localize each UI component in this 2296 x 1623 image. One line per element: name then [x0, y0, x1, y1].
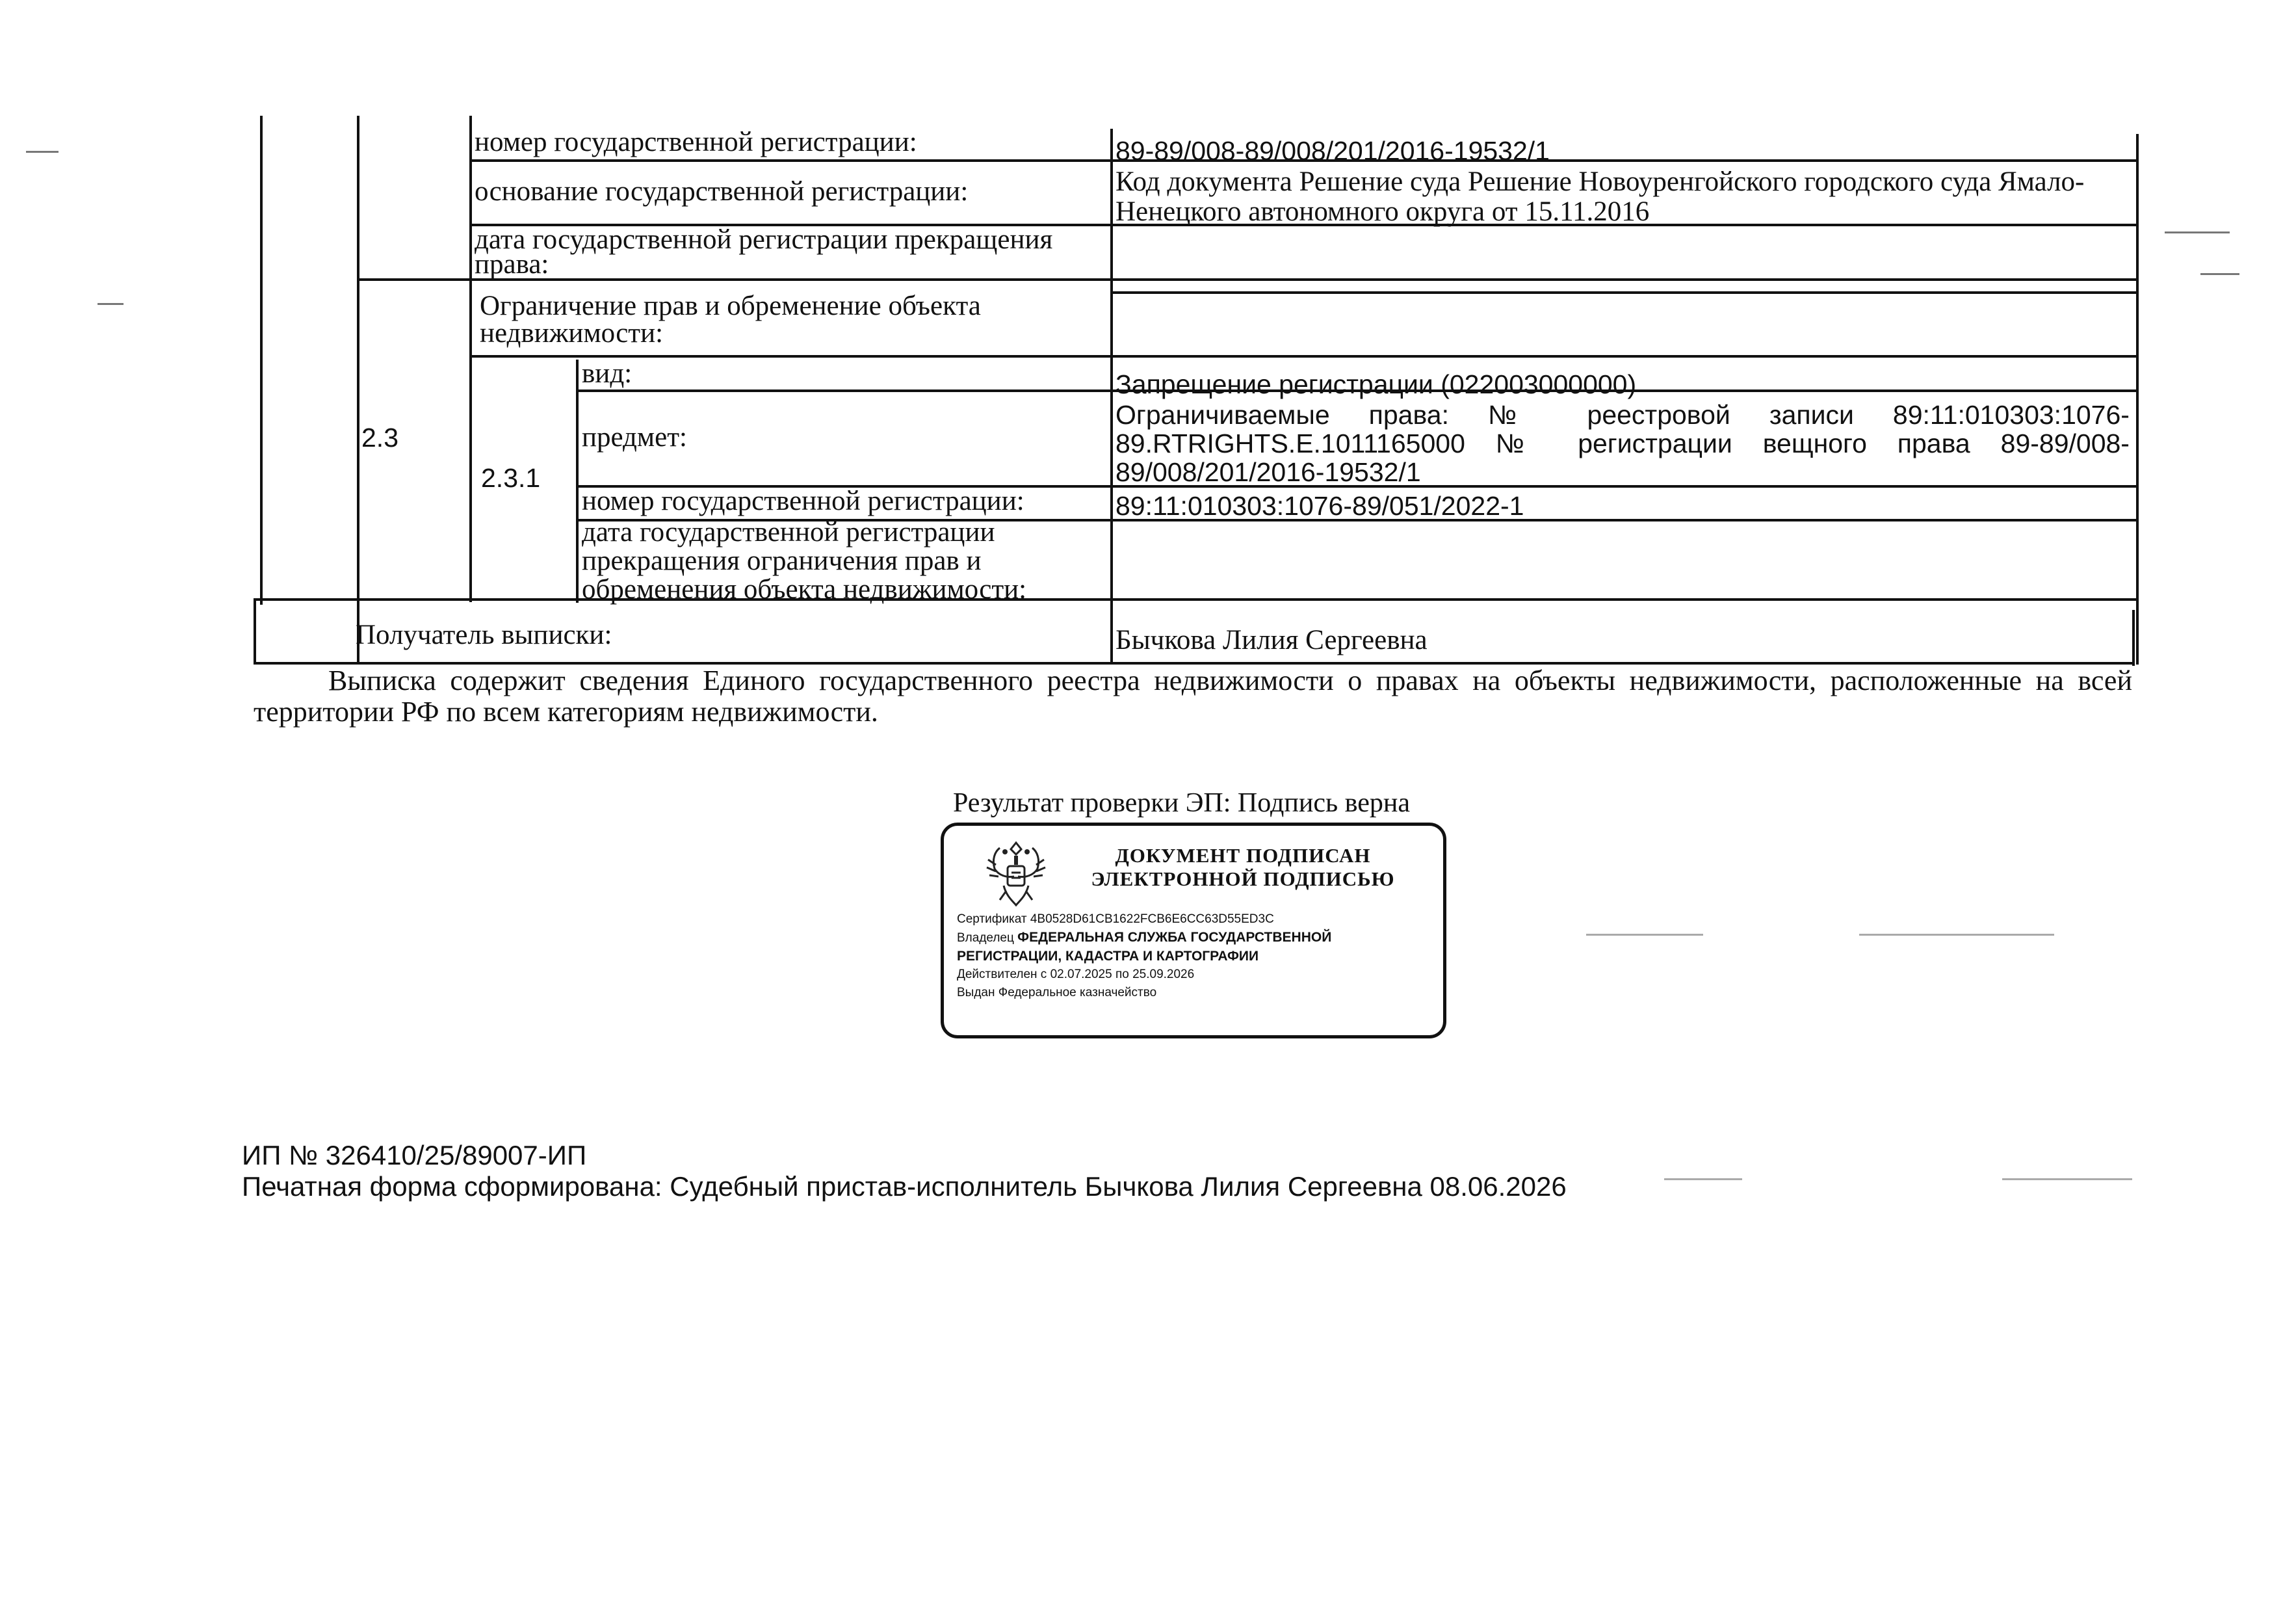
- subject-value-line-1: Ограничиваемые права: № реестровой записи 89:11:010303:1076-: [1115, 400, 2130, 430]
- subject-value-line-2: 89.RTRIGHTS.E.1011165000 № регистрации вещного права 89-89/008-: [1115, 429, 2130, 458]
- encumbrance-termination-label-line-2: прекращения ограничения прав и: [582, 546, 982, 576]
- encumbrance-termination-label-line-1: дата государственной регистрации: [582, 517, 995, 548]
- section-number-2-3: 2.3: [361, 423, 398, 453]
- extract-note: Выписка содержит сведения Единого государственного реестра недвижимости о правах на объекты недвижимости, расположенные на всей территории РФ по всем категориям недвижимости.: [254, 665, 2132, 728]
- stamp-title: [1074, 844, 1412, 891]
- scan-speck: [1586, 934, 1703, 936]
- grid-line: [254, 600, 256, 665]
- reg-number-value: 89-89/008-89/008/201/2016-19532/1: [1115, 136, 1550, 166]
- encumbrance-label-line-1: Ограничение прав и обременение объекта: [480, 291, 981, 321]
- termination-date-label-line-1: дата государственной регистрации прекращения: [475, 224, 1053, 255]
- encumbrance-termination-label-line-3: обременения объекта недвижимости:: [582, 574, 1027, 605]
- recipient-label: Получатель выписки:: [356, 620, 612, 650]
- stamp-details: [957, 910, 1438, 1002]
- grid-line: [576, 360, 579, 603]
- validity-line: Действителен с 02.07.2025 по 25.09.2026: [957, 968, 1195, 981]
- grid-line: [260, 116, 263, 605]
- reg-basis-value-line-2: Ненецкого автономного округа от 15.11.2016: [1115, 196, 1650, 227]
- electronic-signature-stamp: [941, 823, 1446, 1038]
- grid-line: [1110, 129, 1113, 665]
- subject-label: предмет:: [582, 422, 687, 453]
- owner-name-line-1: ФЕДЕРАЛЬНАЯ СЛУЖБА ГОСУДАРСТВЕННОЙ: [1017, 930, 1332, 945]
- printed-by-line: Печатная форма сформирована: Судебный пристав-исполнитель Бычкова Лилия Сергеевна 08.06.2026: [242, 1171, 1567, 1202]
- reg-basis-label: основание государственной регистрации:: [475, 176, 969, 207]
- scan-speck: [1664, 1178, 1742, 1180]
- encumbrance-reg-number-label: номер государственной регистрации:: [582, 486, 1024, 516]
- grid-line: [1110, 291, 2139, 294]
- owner-name-line-2: РЕГИСТРАЦИИ, КАДАСТРА И КАРТОГРАФИИ: [957, 949, 1259, 964]
- encumbrance-label-line-2: недвижимости:: [480, 318, 664, 349]
- subject-value: [1115, 401, 2130, 486]
- coat-of-arms-emblem-icon: [980, 838, 1052, 910]
- signature-check-result: Результат проверки ЭП: Подпись верна: [953, 788, 1411, 818]
- scan-speck: [2002, 1178, 2132, 1180]
- grid-line: [357, 116, 359, 665]
- termination-date-label-line-2: права:: [475, 249, 549, 280]
- section-number-2-3-1: 2.3.1: [481, 463, 541, 493]
- grid-line: [357, 278, 2139, 281]
- owner-line: [957, 929, 1438, 947]
- recipient-value: Бычкова Лилия Сергеевна: [1115, 625, 1428, 655]
- issuer-line: Выдан Федеральное казначейство: [957, 986, 1157, 999]
- stamp-title-line-2: ЭЛЕКТРОННОЙ ПОДПИСЬЮ: [1091, 867, 1395, 890]
- scan-speck: [98, 303, 124, 305]
- subject-value-line-3: 89/008/201/2016-19532/1: [1115, 457, 1421, 487]
- reg-basis-value-line-1: Код документа Решение суда Решение Новоуренгойского городского суда Ямало-: [1115, 166, 2085, 197]
- grid-line: [2136, 134, 2139, 665]
- kind-value: Запрещение регистрации (022003000000): [1115, 369, 1637, 399]
- reg-number-label: номер государственной регистрации:: [475, 127, 917, 157]
- grid-line: [469, 355, 2139, 358]
- grid-line: [2132, 610, 2135, 666]
- scan-speck: [26, 151, 59, 153]
- kind-label: вид:: [582, 358, 633, 389]
- stamp-title-line-1: ДОКУМЕНТ ПОДПИСАН: [1115, 844, 1371, 867]
- scan-speck: [1859, 934, 2054, 936]
- scan-speck: [2165, 231, 2230, 233]
- owner-prefix: Владелец: [957, 931, 1014, 945]
- scan-speck: [2200, 273, 2239, 275]
- proceeding-number: ИП № 326410/25/89007-ИП: [242, 1140, 587, 1170]
- footer: [242, 1140, 1567, 1202]
- grid-line: [469, 116, 472, 602]
- encumbrance-reg-number-value: 89:11:010303:1076-89/051/2022-1: [1115, 491, 1524, 521]
- grid-line: [254, 598, 2139, 601]
- certificate-line: Сертификат 4B0528D61CB1622FCB6E6CC63D55ED3C: [957, 912, 1274, 926]
